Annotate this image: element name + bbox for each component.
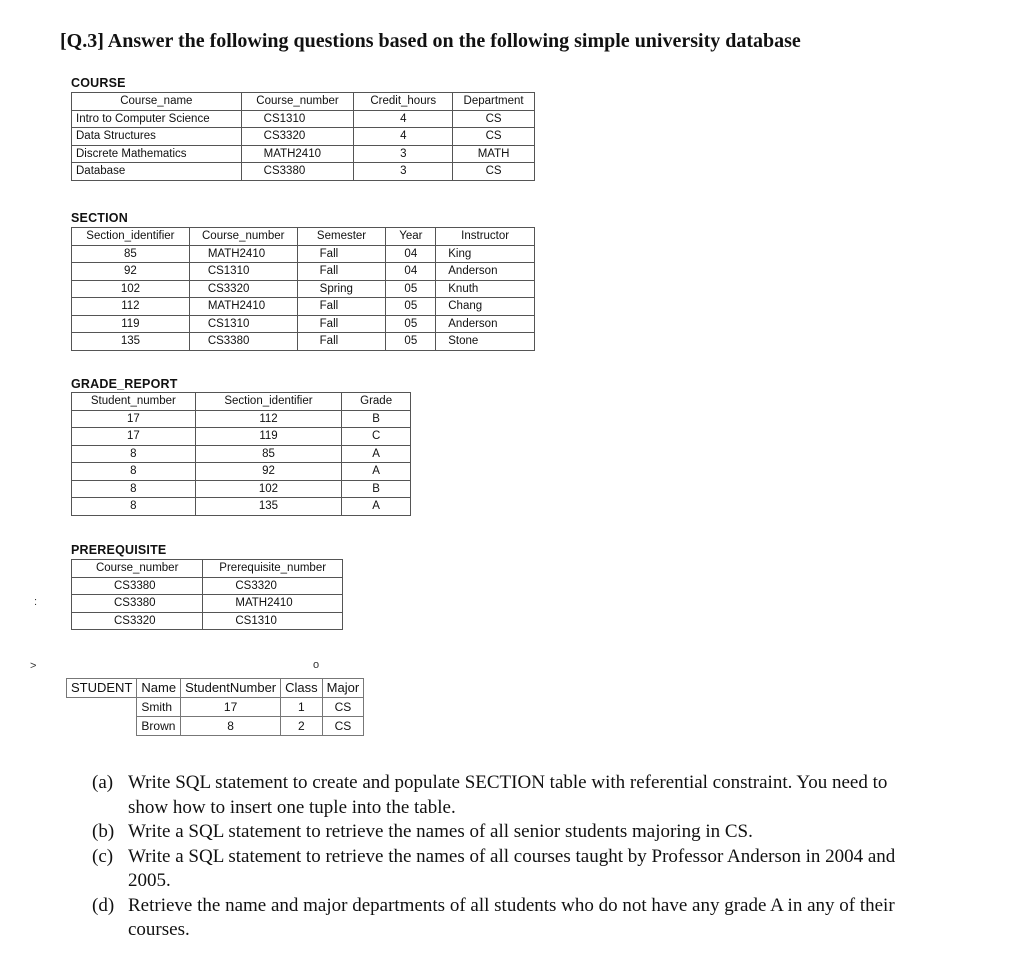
table-cell: Fall (297, 333, 386, 351)
table-cell: CS (453, 110, 535, 128)
column-header: Year (386, 228, 436, 246)
table-cell: Knuth (436, 280, 535, 298)
course-table (71, 92, 535, 181)
column-header: Section_identifier (72, 228, 190, 246)
table-row (72, 163, 535, 181)
column-header: Course_number (72, 560, 203, 578)
table-row (72, 480, 411, 498)
column-header: Student_number (72, 393, 196, 411)
table-cell: C (342, 428, 411, 446)
table-cell: CS3320 (189, 280, 297, 298)
table-cell: B (342, 410, 411, 428)
table-cell: Intro to Computer Science (72, 110, 242, 128)
table-cell: MATH2410 (203, 595, 343, 613)
table-row (67, 717, 364, 736)
question-text: Write a SQL statement to retrieve the names of all senior students majoring in CS. (128, 821, 753, 842)
column-header: Prerequisite_number (203, 560, 343, 578)
course-caption: COURSE (71, 76, 126, 90)
table-row (72, 612, 343, 630)
table-cell: CS1310 (241, 110, 354, 128)
table-cell: A (342, 498, 411, 516)
table-cell: Anderson (436, 263, 535, 281)
table-cell: MATH2410 (189, 298, 297, 316)
section-caption: SECTION (71, 211, 128, 225)
table-cell: Discrete Mathematics (72, 145, 242, 163)
questions-list (92, 771, 912, 943)
table-cell: 8 (72, 498, 196, 516)
table-cell: 119 (195, 428, 342, 446)
table-cell: CS3320 (72, 612, 203, 630)
question-label: (c) (92, 845, 114, 867)
prerequisite-caption: PREREQUISITE (71, 543, 167, 557)
table-cell: 112 (72, 298, 190, 316)
table-cell: Chang (436, 298, 535, 316)
table-header-row (72, 93, 535, 111)
table-cell: 04 (386, 245, 436, 263)
prerequisite-table (71, 559, 343, 630)
table-cell: CS (322, 698, 364, 717)
table-cell: CS (322, 717, 364, 736)
table-row (72, 280, 535, 298)
student-table (66, 678, 364, 736)
table-cell: 8 (72, 445, 196, 463)
table-cell: 2 (281, 717, 323, 736)
question-label: (b) (92, 821, 115, 842)
table-cell: 135 (72, 333, 190, 351)
question-item (92, 894, 912, 943)
table-row (72, 263, 535, 281)
question-text: Write SQL statement to create and populate SECTION table with referential constraint. You need to show how to insert one tuple into the table. (128, 772, 888, 818)
table-cell: Fall (297, 245, 386, 263)
table-cell: MATH2410 (189, 245, 297, 263)
table-cell: 3 (354, 145, 453, 163)
table-cell: 1 (281, 698, 323, 717)
question-item (92, 820, 912, 845)
table-cell: A (342, 445, 411, 463)
column-header: Section_identifier (195, 393, 342, 411)
table-cell: Fall (297, 298, 386, 316)
table-cell: CS3320 (203, 577, 343, 595)
question-item (92, 771, 912, 820)
table-row (72, 145, 535, 163)
table-cell: 102 (195, 480, 342, 498)
table-row (72, 298, 535, 316)
table-header-row (67, 679, 364, 698)
stray-mark: : (34, 596, 38, 608)
table-cell: 04 (386, 263, 436, 281)
table-row (72, 595, 343, 613)
table-cell: MATH2410 (241, 145, 354, 163)
table-cell: 17 (181, 698, 281, 717)
table-cell: CS3320 (241, 128, 354, 146)
table-cell: 4 (354, 110, 453, 128)
empty-cell (67, 717, 137, 736)
column-header: Course_name (72, 93, 242, 111)
table-cell: B (342, 480, 411, 498)
table-row (72, 498, 411, 516)
table-cell: 4 (354, 128, 453, 146)
table-row (72, 445, 411, 463)
table-label: STUDENT (67, 679, 137, 698)
table-row (72, 410, 411, 428)
question-label: (d) (92, 894, 115, 916)
table-cell: 8 (72, 463, 196, 481)
grade-report-table (71, 392, 411, 516)
column-header: Name (137, 679, 181, 698)
table-cell: CS3380 (189, 333, 297, 351)
table-row (72, 577, 343, 595)
question-item (92, 845, 912, 894)
column-header: Course_number (241, 93, 354, 111)
table-cell: MATH (453, 145, 535, 163)
table-cell: 112 (195, 410, 342, 428)
table-cell: CS1310 (189, 315, 297, 333)
column-header: Grade (342, 393, 411, 411)
table-cell: 92 (72, 263, 190, 281)
table-cell: 17 (72, 428, 196, 446)
table-row (72, 245, 535, 263)
table-row (72, 463, 411, 481)
table-cell: Smith (137, 698, 181, 717)
table-cell: 05 (386, 333, 436, 351)
empty-cell (67, 698, 137, 717)
column-header: Department (453, 93, 535, 111)
table-row (72, 128, 535, 146)
table-cell: Fall (297, 315, 386, 333)
question-text: Retrieve the name and major departments of all students who do not have any grade A in any of their courses. (128, 894, 895, 940)
table-cell: Spring (297, 280, 386, 298)
table-cell: 05 (386, 315, 436, 333)
table-cell: Fall (297, 263, 386, 281)
table-row (72, 333, 535, 351)
table-row (72, 315, 535, 333)
table-cell: CS (453, 128, 535, 146)
table-header-row (72, 560, 343, 578)
table-cell: CS1310 (189, 263, 297, 281)
table-cell: Brown (137, 717, 181, 736)
table-cell: 85 (195, 445, 342, 463)
table-cell: 135 (195, 498, 342, 516)
table-cell: 119 (72, 315, 190, 333)
table-cell: 102 (72, 280, 190, 298)
column-header: Instructor (436, 228, 535, 246)
table-cell: 05 (386, 280, 436, 298)
table-cell: CS (453, 163, 535, 181)
table-row (72, 428, 411, 446)
table-cell: 92 (195, 463, 342, 481)
table-cell: 85 (72, 245, 190, 263)
table-header-row (72, 228, 535, 246)
table-cell: King (436, 245, 535, 263)
table-cell: Data Structures (72, 128, 242, 146)
stray-mark: o (313, 659, 320, 671)
table-cell: CS1310 (203, 612, 343, 630)
table-cell: 17 (72, 410, 196, 428)
question-text: Write a SQL statement to retrieve the names of all courses taught by Professor Anderson in 2004 and 2005. (128, 845, 896, 891)
section-table (71, 227, 535, 351)
table-cell: 8 (72, 480, 196, 498)
table-cell: CS3380 (72, 595, 203, 613)
question-label: (a) (92, 772, 114, 793)
table-cell: CS3380 (241, 163, 354, 181)
page-title: [Q.3] Answer the following questions based on the following simple university database (60, 30, 801, 52)
table-cell: 8 (181, 717, 281, 736)
column-header: Class (281, 679, 323, 698)
table-cell: A (342, 463, 411, 481)
column-header: Major (322, 679, 364, 698)
table-header-row (72, 393, 411, 411)
table-row (72, 110, 535, 128)
grade-report-caption: GRADE_REPORT (71, 377, 178, 391)
column-header: Course_number (189, 228, 297, 246)
table-cell: Stone (436, 333, 535, 351)
table-cell: 05 (386, 298, 436, 316)
table-cell: Database (72, 163, 242, 181)
table-cell: Anderson (436, 315, 535, 333)
table-cell: 3 (354, 163, 453, 181)
stray-mark: > (30, 660, 37, 672)
column-header: Semester (297, 228, 386, 246)
column-header: StudentNumber (181, 679, 281, 698)
table-row (67, 698, 364, 717)
table-cell: CS3380 (72, 577, 203, 595)
column-header: Credit_hours (354, 93, 453, 111)
